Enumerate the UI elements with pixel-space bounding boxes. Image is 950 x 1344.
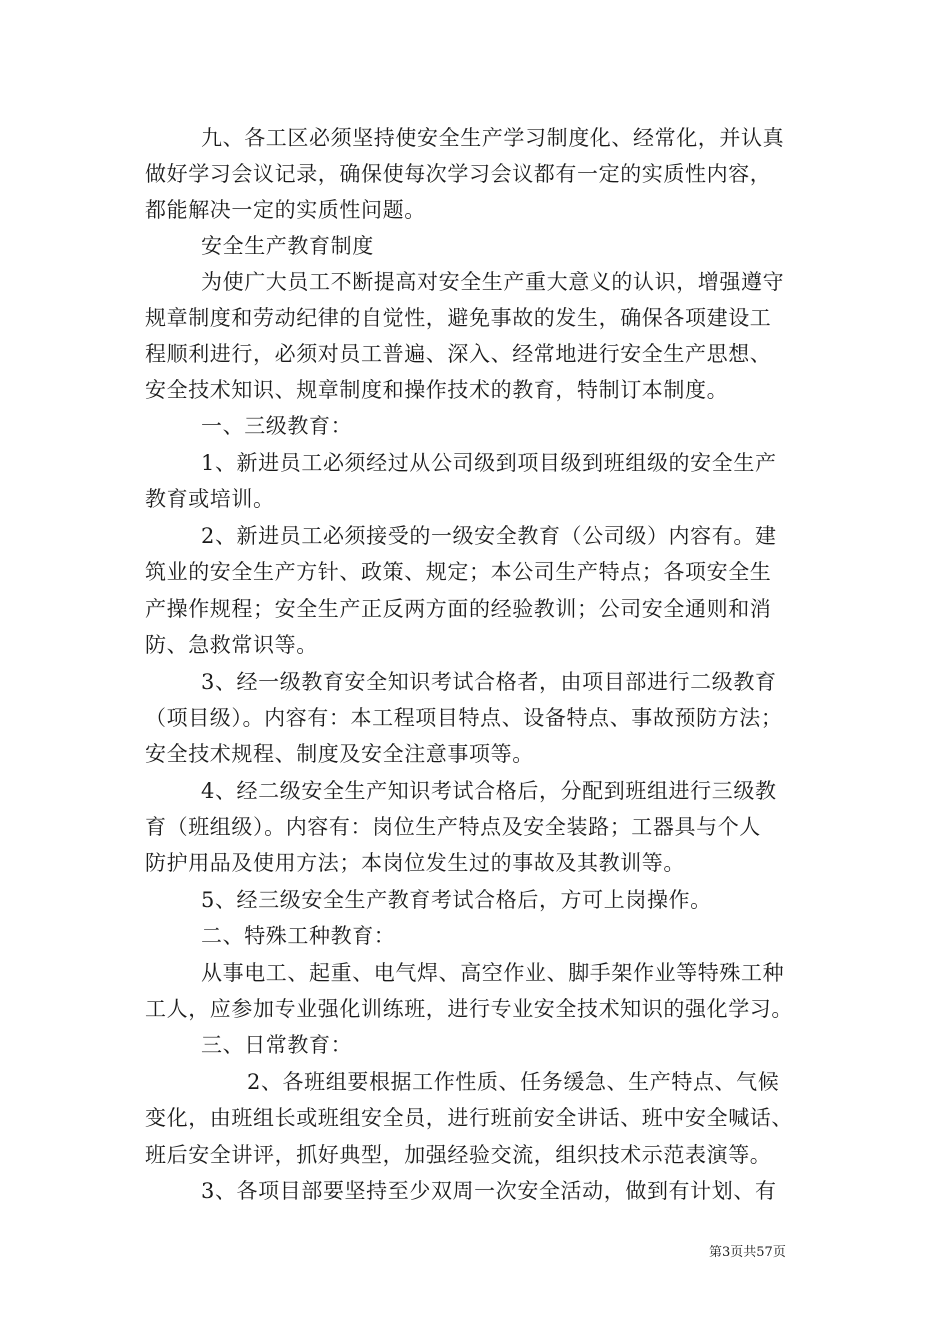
text-line: 2、各班组要根据工作性质、任务缓急、生产特点、气候 [247, 1070, 780, 1094]
text-line: 班后安全讲评，抓好典型，加强经验交流，组织技术示范表演等。 [145, 1143, 772, 1167]
text-line: 安全技术知识、规章制度和操作技术的教育，特制订本制度。 [145, 378, 729, 402]
text-line: 工人，应参加专业强化训练班，进行专业安全技术知识的强化学习。 [145, 997, 793, 1021]
page-number: 第3页共57页 [709, 1245, 786, 1260]
text-line: 产操作规程；安全生产正反两方面的经验教训；公司安全通则和消 [145, 597, 772, 621]
text-line: 变化，由班组长或班组安全员，进行班前安全讲话、班中安全喊话、 [145, 1106, 793, 1130]
text-line: 从事电工、起重、电气焊、高空作业、脚手架作业等特殊工种 [201, 961, 785, 985]
text-line: 2、新进员工必须接受的一级安全教育（公司级）内容有。建 [201, 524, 777, 548]
text-line: 做好学习会议记录，确保使每次学习会议都有一定的实质性内容， [145, 162, 772, 186]
text-line: 防、急救常识等。 [145, 633, 318, 657]
subheading: 二、特殊工种教育： [201, 924, 396, 948]
text-line: 3、经一级教育安全知识考试合格者，由项目部进行二级教育 [201, 670, 777, 694]
text-line: （项目级）。内容有：本工程项目特点、设备特点、事故预防方法； [145, 706, 783, 730]
text-line: 九、各工区必须坚持使安全生产学习制度化、经常化，并认真 [201, 126, 785, 150]
subheading: 三、日常教育： [201, 1033, 353, 1057]
text-line: 3、各项目部要坚持至少双周一次安全活动，做到有计划、有 [201, 1179, 777, 1203]
section-heading: 安全生产教育制度 [201, 234, 374, 258]
text-line: 安全技术规程、制度及安全注意事项等。 [145, 742, 534, 766]
text-line: 都能解决一定的实质性问题。 [145, 198, 426, 222]
text-line: 筑业的安全生产方针、政策、规定；本公司生产特点；各项安全生 [145, 560, 772, 584]
text-line: 5、经三级安全生产教育考试合格后，方可上岗操作。 [201, 888, 712, 912]
text-line: 教育或培训。 [145, 487, 275, 511]
text-line: 规章制度和劳动纪律的自觉性，避免事故的发生，确保各项建设工 [145, 306, 772, 330]
text-line: 防护用品及使用方法；本岗位发生过的事故及其教训等。 [145, 851, 685, 875]
text-line: 育（班组级）。内容有：岗位生产特点及安全装路；工器具与个人 [145, 815, 761, 839]
text-line: 为使广大员工不断提高对安全生产重大意义的认识，增强遵守 [201, 270, 785, 294]
text-line: 4、经二级安全生产知识考试合格后，分配到班组进行三级教 [201, 779, 777, 803]
text-line: 程顺利进行，必须对员工普遍、深入、经常地进行安全生产思想、 [145, 342, 772, 366]
subheading: 一、三级教育： [201, 414, 353, 438]
text-line: 1、新进员工必须经过从公司级到项目级到班组级的安全生产 [201, 451, 777, 475]
